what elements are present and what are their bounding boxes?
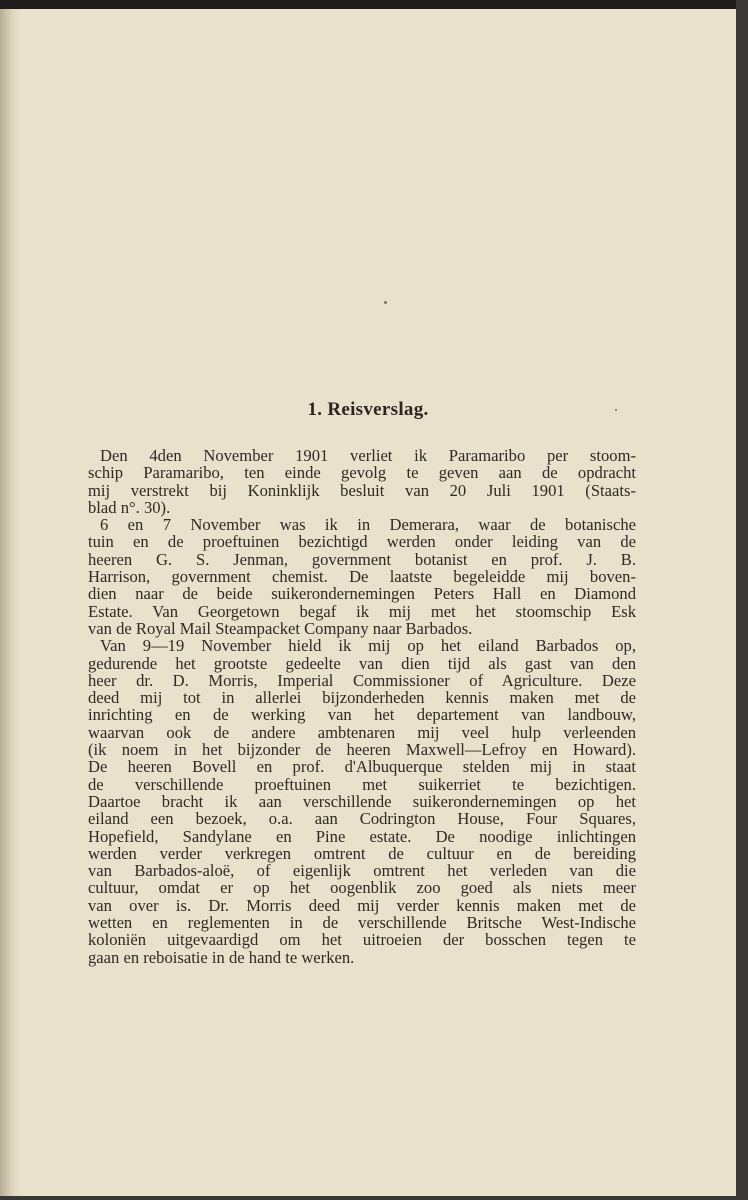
text-line: De heeren Bovell en prof. d'Albuquerque stelden mij in staat: [88, 757, 636, 777]
text-line: inrichting en de werking van het departement van landbouw,: [88, 705, 636, 725]
text-line: van de Royal Mail Steampacket Company naar Barbados.: [88, 618, 473, 638]
text-line: heeren G. S. Jenman, government botanist en prof. J. B.: [88, 549, 636, 569]
text-line: Van 9—19 November hield ik mij op het eiland Barbados op,: [100, 636, 636, 656]
text-line: van over is. Dr. Morris deed mij verder kennis maken met de: [88, 895, 636, 915]
page-binding-shadow: [0, 9, 20, 1196]
text-line: Daartoe bracht ik aan verschillende suikerondernemingen op het: [88, 791, 636, 811]
text-line: Den 4den November 1901 verliet ik Paramaribo per stoom-: [100, 446, 636, 465]
text-line: werden verder verkregen omtrent de cultuur en de bereiding: [88, 843, 636, 863]
text-line: Estate. Van Georgetown begaf ik mij met het stoomschip Esk: [88, 601, 636, 621]
text-line: schip Paramaribo, ten einde gevolg te geven aan de opdracht: [88, 463, 636, 483]
text-line: Hopefield, Sandylane en Pine estate. De noodige inlichtingen: [88, 826, 636, 846]
text-line: koloniën uitgevaardigd om het uitroeien der bosschen tegen te: [88, 930, 636, 950]
text-line: cultuur, omdat er op het oogenblik zoo goed als niets meer: [88, 878, 636, 898]
text-line: tuin en de proeftuinen bezichtigd werden onder leiding van de: [88, 532, 636, 552]
text-line: mij verstrekt bij Koninklijk besluit van 20 Juli 1901 (Staats-: [88, 480, 636, 500]
text-line: dien naar de beide suikerondernemingen Peters Hall en Diamond: [88, 584, 636, 604]
text-line: eiland een bezoek, o.a. aan Codrington House, Four Squares,: [88, 809, 636, 829]
text-line: heer dr. D. Morris, Imperial Commissioner of Agriculture. Deze: [88, 670, 636, 690]
text-line: blad n°. 30).: [88, 497, 171, 517]
text-line: Harrison, government chemist. De laatste begeleidde mij boven-: [88, 567, 636, 587]
body-text: [88, 447, 636, 966]
text-line: gaan en reboisatie in de hand te werken.: [88, 947, 355, 967]
text-line: van Barbados-aloë, of eigenlijk omtrent het verleden van die: [88, 861, 636, 881]
text-line: wetten en reglementen in de verschillende Britsche West-Indische: [88, 913, 636, 933]
text-line: de verschillende proeftuinen met suikerriet te bezichtigen.: [88, 774, 636, 794]
text-line: gedurende het grootste gedeelte van dien tijd als gast van den: [88, 653, 636, 673]
text-line: (ik noem in het bijzonder de heeren Maxwell—Lefroy en Howard).: [88, 740, 636, 760]
section-heading: 1. Reisverslag.: [307, 399, 429, 420]
text-line: waarvan ook de andere ambtenaren mij veel hulp verleenden: [88, 722, 636, 742]
text-line: 6 en 7 November was ik in Demerara, waar de botanische: [100, 515, 636, 535]
paper-speck: [384, 301, 387, 304]
text-line: deed mij tot in allerlei bijzonderheden kennis maken met de: [88, 688, 636, 708]
